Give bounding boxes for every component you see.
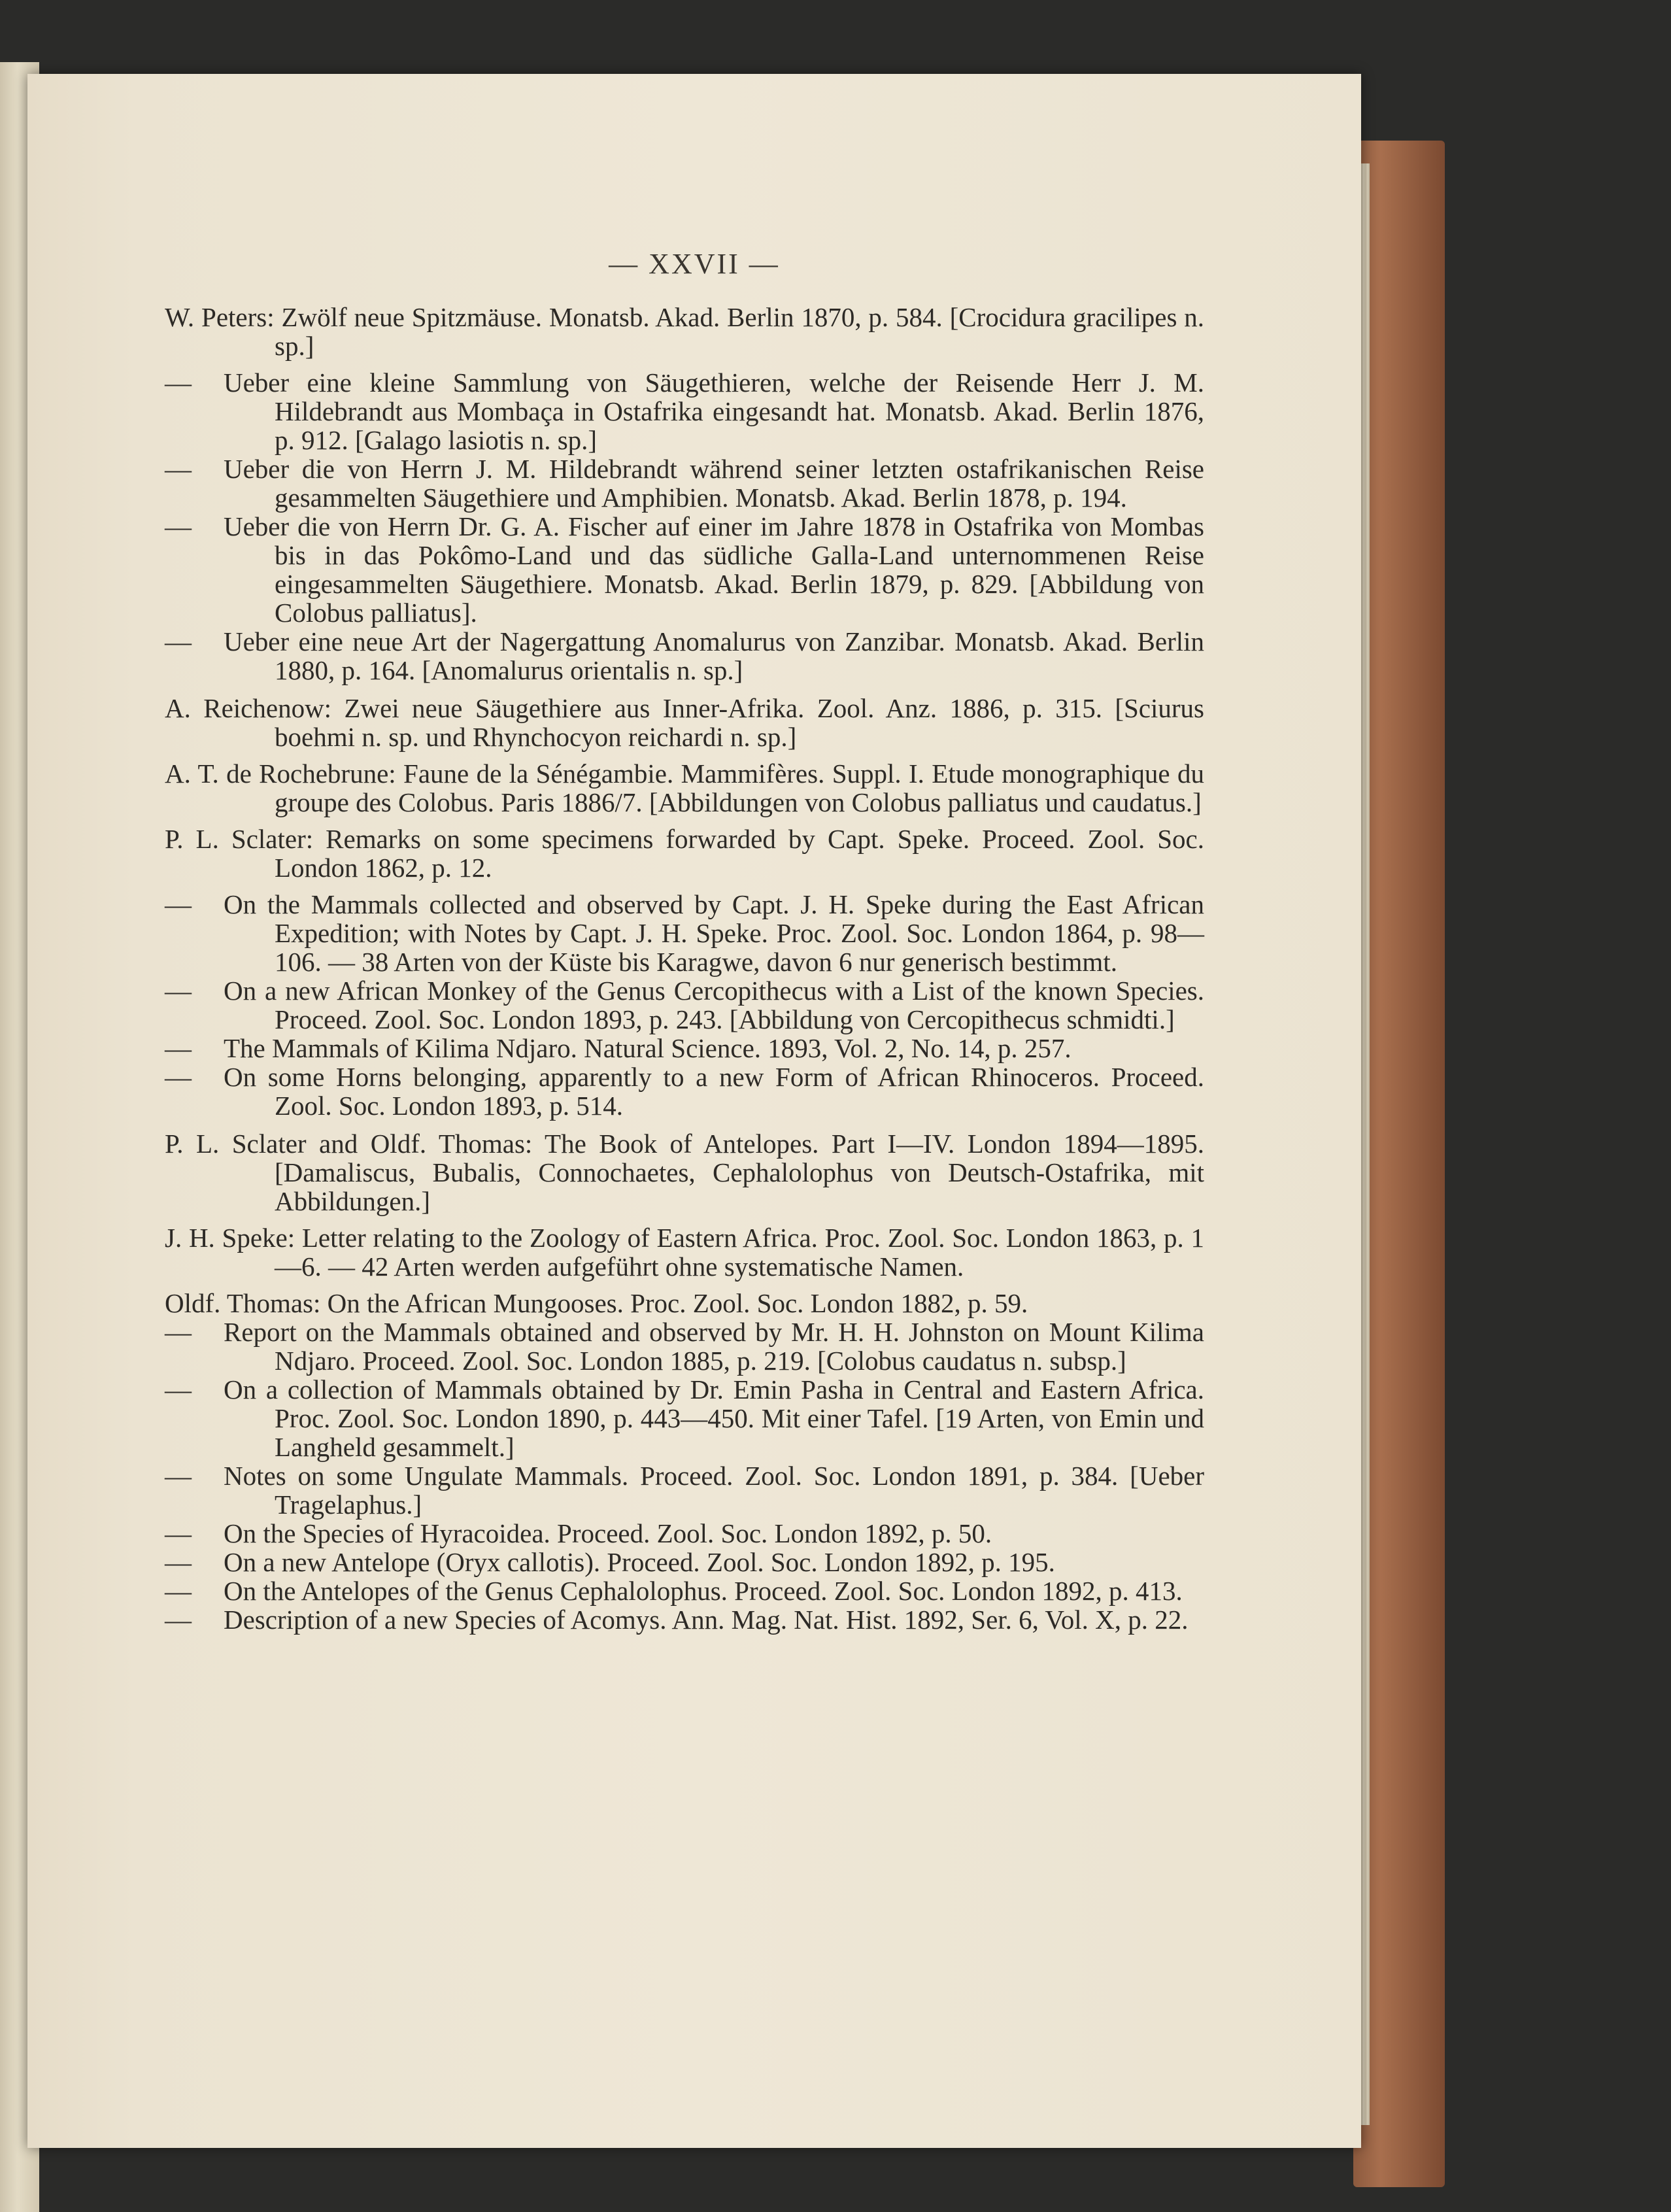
bib-subentry: — Ueber eine neue Art der Nagergattung Anomalurus von Zanzibar. Monatsb. Akad. Berlin 1880, p. 164. [Anomalurus orientalis n. sp.] xyxy=(165,626,1204,685)
bib-subentry: — On some Horns belonging, apparently to a new Form of African Rhinoceros. Proceed. Zool. Soc. London 1893, p. 514. xyxy=(165,1062,1204,1121)
bib-subentry: — Ueber die von Herrn J. M. Hildebrandt während seiner letzten ostafrikanischen Reise gesammelten Säugethiere und Amphibien. Monatsb. Akad. Berlin 1878, p. 194. xyxy=(165,454,1204,513)
bib-entry: Oldf. Thomas: On the African Mungooses. Proc. Zool. Soc. London 1882, p. 59. xyxy=(165,1288,1028,1318)
bib-entry: P. L. Sclater and Oldf. Thomas: The Book of Antelopes. Part I—IV. London 1894—1895. [Damaliscus, Bubalis, Connochaetes, Cephalolophus von Deutsch-Ostafrika, mit Abbildungen.] xyxy=(165,1129,1204,1216)
bibliography xyxy=(165,303,1204,1634)
bib-subentry: — The Mammals of Kilima Ndjaro. Natural Science. 1893, Vol. 2, No. 14, p. 257. xyxy=(165,1033,1072,1063)
bib-subentry: — On the Antelopes of the Genus Cephalolophus. Proceed. Zool. Soc. London 1892, p. 413. xyxy=(165,1576,1183,1606)
bib-subentry: — Notes on some Ungulate Mammals. Proceed. Zool. Soc. London 1891, p. 384. [Ueber Tragelaphus.] xyxy=(165,1461,1204,1520)
bib-subentry: — Ueber die von Herrn Dr. G. A. Fischer auf einer im Jahre 1878 in Ostafrika von Mombas bis in das Pokômo-Land und das südliche Galla-Land unternommenen Reise eingesammelten Säugethiere. Monatsb. Akad. Berlin 1879, p. 829. [Abbildung von Colobus palliatus]. xyxy=(165,511,1204,628)
bib-entry: P. L. Sclater: Remarks on some specimens forwarded by Capt. Speke. Proceed. Zool. Soc. London 1862, p. 12. xyxy=(165,824,1204,883)
bib-subentry: — On a new African Monkey of the Genus Cercopithecus with a List of the known Species. Proceed. Zool. Soc. London 1893, p. 243. [Abbildung von Cercopithecus schmidti.] xyxy=(165,976,1204,1034)
bib-entry: A. T. de Rochebrune: Faune de la Sénégambie. Mammifères. Suppl. I. Etude monographique du groupe des Colobus. Paris 1886/7. [Abbildungen von Colobus palliatus und caudatus.] xyxy=(165,758,1204,817)
bib-subentry: — On the Mammals collected and observed by Capt. J. H. Speke during the East African Expedition; with Notes by Capt. J. H. Speke. Proc. Zool. Soc. London 1864, p. 98—106. — 38 Arten von der Küste bis Karagwe, davon 6 nur generisch bestimmt. xyxy=(165,889,1204,977)
bib-subentry: — On a collection of Mammals obtained by Dr. Emin Pasha in Central and Eastern Africa. Proc. Zool. Soc. London 1890, p. 443—450. Mit einer Tafel. [19 Arten, von Emin und Langheld gesammelt.] xyxy=(165,1374,1204,1462)
bib-entry: J. H. Speke: Letter relating to the Zoology of Eastern Africa. Proc. Zool. Soc. London 1863, p. 1—6. — 42 Arten werden aufgeführt ohne systematische Namen. xyxy=(165,1223,1204,1282)
bib-entry: W. Peters: Zwölf neue Spitzmäuse. Monatsb. Akad. Berlin 1870, p. 584. [Crocidura gracilipes n. sp.] xyxy=(165,302,1204,361)
bib-subentry: — Description of a new Species of Acomys. Ann. Mag. Nat. Hist. 1892, Ser. 6, Vol. X, p. 22. xyxy=(165,1605,1189,1635)
bib-subentry: — On the Species of Hyracoidea. Proceed. Zool. Soc. London 1892, p. 50. xyxy=(165,1518,992,1548)
bib-subentry: — Report on the Mammals obtained and observed by Mr. H. H. Johnston on Mount Kilima Ndjaro. Proceed. Zool. Soc. London 1885, p. 219. [Colobus caudatus n. subsp.] xyxy=(165,1317,1204,1376)
bib-subentry: — Ueber eine kleine Sammlung von Säugethieren, welche der Reisende Herr J. M. Hildebrandt aus Mombaça in Ostafrika eingesandt hat. Monatsb. Akad. Berlin 1876, p. 912. [Galago lasiotis n. sp.] xyxy=(165,367,1204,455)
page-number-header: — XXVII — xyxy=(609,248,780,280)
bib-subentry: — On a new Antelope (Oryx callotis). Proceed. Zool. Soc. London 1892, p. 195. xyxy=(165,1547,1055,1577)
book-page xyxy=(27,74,1361,2148)
bib-entry: A. Reichenow: Zwei neue Säugethiere aus Inner-Afrika. Zool. Anz. 1886, p. 315. [Sciurus boehmi n. sp. und Rhynchocyon reichardi n. sp.] xyxy=(165,693,1204,752)
